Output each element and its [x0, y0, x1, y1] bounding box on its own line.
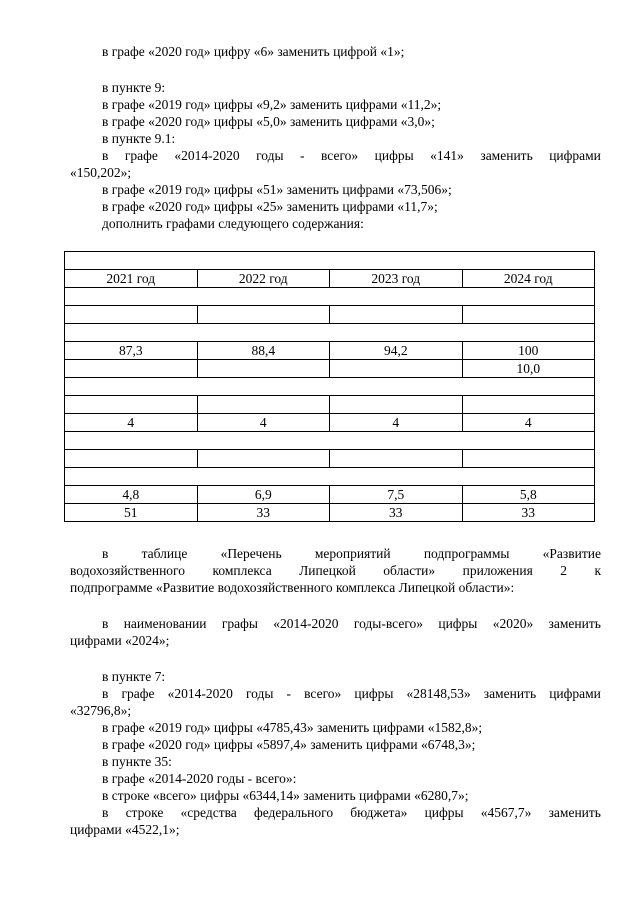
table-cell: 51 [65, 504, 198, 522]
text-line-justified: водохозяйственного комплекса Липецкой области» приложения 2 к [70, 563, 601, 578]
text-line-justified: в наименовании графы «2014-2020 годы-всего» цифры «2020» заменить [102, 616, 601, 631]
table-cell [330, 360, 463, 378]
text-line: в графе «2020 год» цифры «5,0» заменить цифрами «3,0»; [102, 114, 435, 129]
table-cell: 10,0 [462, 360, 595, 378]
data-table [64, 251, 595, 522]
text-line: цифрами «4522,1»; [70, 822, 180, 837]
column-header: 2022 год [197, 270, 330, 288]
table-cell: 4 [65, 414, 198, 432]
column-header: 2024 год [462, 270, 595, 288]
text-line: в графе «2020 год» цифры «25» заменить цифрами «11,7»; [102, 199, 438, 214]
table-cell: 33 [462, 504, 595, 522]
table-header-row [65, 270, 595, 288]
text-line: в графе «2020 год» цифры «5897,4» заменить цифрами «6748,3»; [102, 737, 476, 752]
text-line: цифрами «2024»; [70, 633, 170, 648]
text-line: в графе «2019 год» цифры «4785,43» заменить цифрами «1582,8»; [102, 720, 483, 735]
table-cell: 94,2 [330, 342, 463, 360]
text-line-justified: в строке «средства федерального бюджета» цифры «4567,7» заменить [102, 805, 601, 820]
text-line: в пункте 9.1: [102, 131, 176, 146]
table-cell: 4 [462, 414, 595, 432]
table-cell: 100 [462, 342, 595, 360]
text-line: в графе «2019 год» цифры «9,2» заменить цифрами «11,2»; [102, 97, 442, 112]
table-row-blank [65, 252, 595, 270]
table-row-blank [65, 324, 595, 342]
table-row [65, 486, 595, 504]
table-cell: 4 [197, 414, 330, 432]
text-line: в графе «2019 год» цифры «51» заменить цифрами «73,506»; [102, 182, 452, 197]
text-line-justified: в графе «2014-2020 годы - всего» цифры «28148,53» заменить цифрами [102, 686, 601, 701]
table-row-blank [65, 288, 595, 306]
text-line: дополнить графами следующего содержания: [102, 216, 364, 231]
table-cell: 7,5 [330, 486, 463, 504]
table-row [65, 342, 595, 360]
table-row-blank [65, 468, 595, 486]
table-row [65, 396, 595, 414]
text-line-justified: в графе «2014-2020 годы - всего» цифры «141» заменить цифрами [102, 148, 601, 163]
table-row [65, 306, 595, 324]
table-cell: 5,8 [462, 486, 595, 504]
table-row [65, 504, 595, 522]
text-line: «150,202»; [70, 165, 132, 180]
table-cell [65, 360, 198, 378]
table-cell: 4 [330, 414, 463, 432]
table-row [65, 414, 595, 432]
table-row [65, 360, 595, 378]
column-header: 2023 год [330, 270, 463, 288]
table-row [65, 450, 595, 468]
text-line: «32796,8»; [70, 703, 132, 718]
text-line: в пункте 7: [102, 669, 166, 684]
table-cell: 4,8 [65, 486, 198, 504]
column-header: 2021 год [65, 270, 198, 288]
table-cell: 87,3 [65, 342, 198, 360]
text-line: в пункте 35: [102, 754, 172, 769]
table-cell [197, 360, 330, 378]
table-row-blank [65, 432, 595, 450]
text-line-justified: в таблице «Перечень мероприятий подпрограммы «Развитие [102, 546, 601, 561]
table-cell: 88,4 [197, 342, 330, 360]
text-line: подпрограмме «Развитие водохозяйственного комплекса Липецкой области»: [70, 580, 515, 595]
table-cell: 33 [330, 504, 463, 522]
table-row-blank [65, 378, 595, 396]
table-cell: 33 [197, 504, 330, 522]
table-cell: 6,9 [197, 486, 330, 504]
text-line: в пункте 9: [102, 80, 166, 95]
text-line: в графе «2020 год» цифру «6» заменить цифрой «1»; [102, 44, 405, 59]
text-line: в строке «всего» цифры «6344,14» заменить цифрами «6280,7»; [102, 788, 469, 803]
text-line: в графе «2014-2020 годы - всего»: [102, 771, 297, 786]
